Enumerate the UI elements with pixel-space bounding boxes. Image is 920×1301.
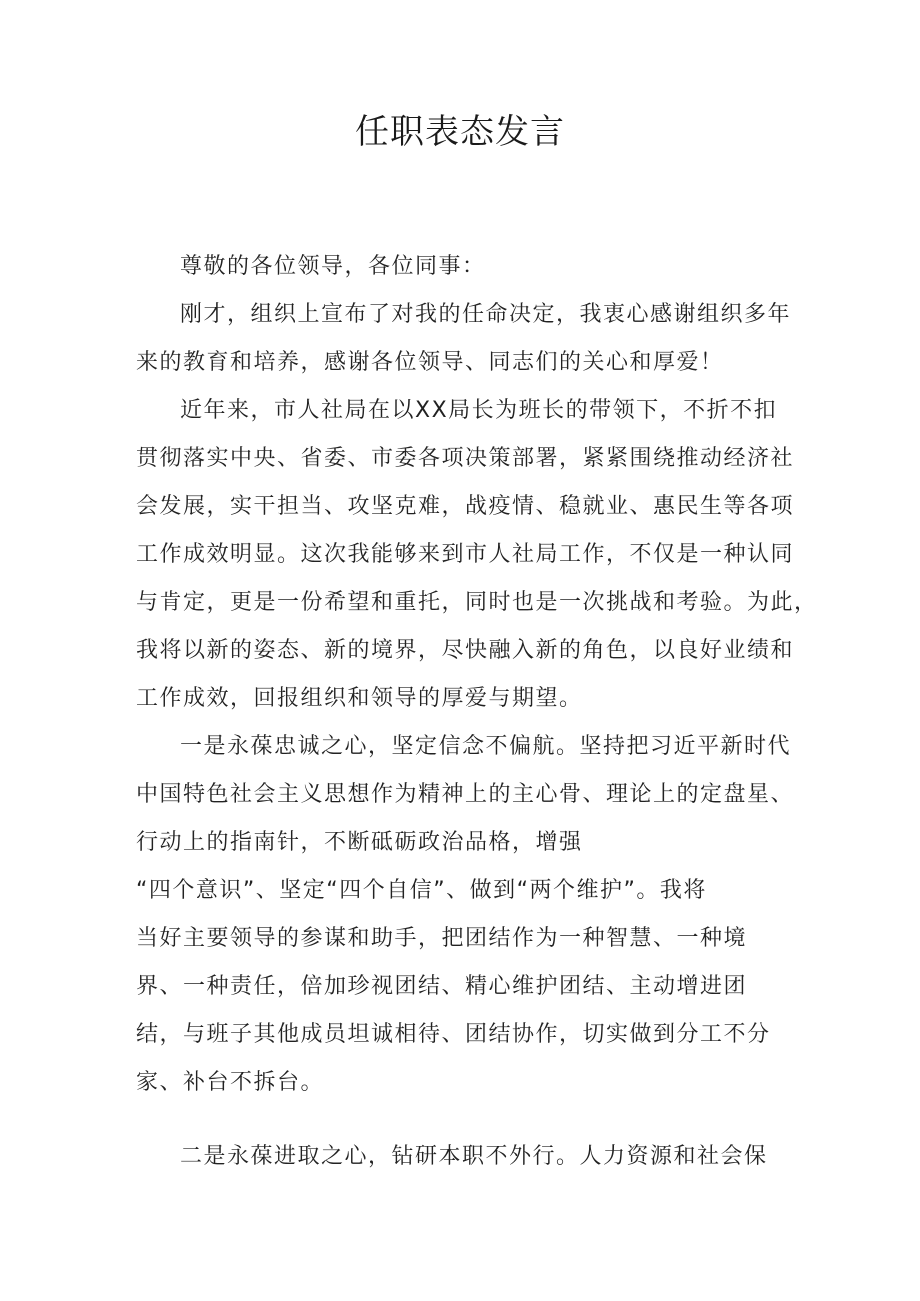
paragraph-line: 一是永葆忠诚之心，坚定信念不偏航。坚持把习近平新时代 [180,734,792,759]
paragraph-line: 家、补台不拆台。 [136,1070,325,1095]
paragraph-line: 贯彻落实中央、省委、市委各项决策部署，紧紧围绕推动经济社 [136,446,795,471]
paragraph-line: 结，与班子其他成员坦诚相待、团结协作，切实做到分工不分 [136,1022,771,1047]
paragraph-line: 工作成效明显。这次我能够来到市人社局工作，不仅是一种认同 [136,542,795,567]
paragraph-line: 会发展，实干担当、攻坚克难，战疫情、稳就业、惠民生等各项 [136,494,795,519]
paragraph-line: 当好主要领导的参谋和助手，把团结作为一种智慧、一种境 [136,926,748,951]
paragraph-line: 工作成效，回报组织和领导的厚爱与期望。 [136,686,583,711]
paragraph-line: 界、一种责任，倍加珍视团结、精心维护团结、主动增进团 [136,974,748,999]
paragraph-line: 与肯定，更是一份希望和重托，同时也是一次挑战和考验。为此， [136,590,818,615]
paragraph-line: 我将以新的姿态、新的境界，尽快融入新的角色，以良好业绩和 [136,638,795,663]
document-title: 任职表态发言 [355,112,565,152]
paragraph-line: 近年来，市人社局在以XX局长为班长的带领下，不折不扣 [180,398,778,423]
paragraph-line: 二是永葆进取之心，钻研本职不外行。人力资源和社会保 [180,1144,768,1169]
paragraph-line: 中国特色社会主义思想作为精神上的主心骨、理论上的定盘星、 [136,782,795,807]
paragraph-line: 刚才，组织上宣布了对我的任命决定，我衷心感谢组织多年 [180,302,792,327]
paragraph-line: “四个意识”、坚定“四个自信”、做到“两个维护”。我将 [136,878,707,903]
salutation-line: 尊敬的各位领导，各位同事： [180,254,486,279]
paragraph-line: 行动上的指南针，不断砥砺政治品格，增强 [136,830,583,855]
paragraph-line: 来的教育和培养，感谢各位领导、同志们的关心和厚爱！ [136,350,724,375]
